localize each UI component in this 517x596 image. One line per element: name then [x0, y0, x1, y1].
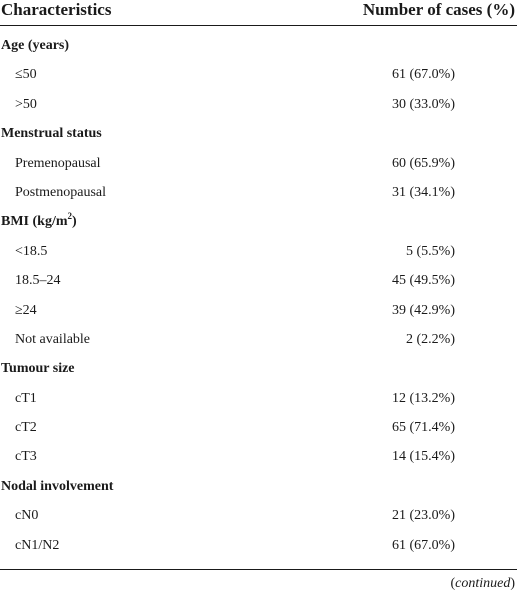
row-value: 2 (2.2%) — [406, 331, 455, 347]
table-row — [0, 90, 517, 119]
table-row — [0, 296, 517, 325]
row-label: >50 — [15, 96, 37, 112]
row-label: ≥24 — [15, 302, 37, 318]
table-row — [0, 384, 517, 413]
row-value: 30 (33.0%) — [392, 96, 455, 112]
row-value: 14 (15.4%) — [392, 449, 455, 465]
row-label: cN1/N2 — [15, 537, 60, 553]
bmi-label-tail: ) — [72, 214, 77, 230]
section-row-bmi — [0, 207, 517, 236]
row-label: <18.5 — [15, 243, 48, 259]
section-row-tumour-size — [0, 354, 517, 383]
row-value: 5 (5.5%) — [406, 243, 455, 259]
section-row-age — [0, 31, 517, 60]
row-label: cT1 — [15, 390, 37, 406]
section-label: Age (years) — [1, 38, 70, 53]
row-value: 61 (67.0%) — [392, 67, 455, 83]
row-value: 21 (23.0%) — [392, 508, 455, 524]
section-label — [1, 207, 77, 236]
header-characteristics: Characteristics — [1, 0, 112, 19]
table-body — [0, 31, 517, 560]
row-label: Postmenopausal — [15, 184, 106, 200]
row-label: 18.5–24 — [15, 273, 61, 289]
table-row — [0, 60, 517, 89]
table-row — [0, 501, 517, 530]
bmi-label-text: BMI (kg/m — [1, 214, 68, 230]
row-value: 12 (13.2%) — [392, 390, 455, 406]
table-header — [0, 0, 517, 26]
row-label: ≤50 — [15, 67, 37, 83]
header-number-of-cases: Number of cases (%) — [362, 0, 515, 19]
table-row — [0, 325, 517, 354]
row-value: 65 (71.4%) — [392, 420, 455, 436]
table-row — [0, 237, 517, 266]
section-label: Menstrual status — [1, 126, 102, 142]
row-value: 45 (49.5%) — [392, 273, 455, 289]
row-value: 39 (42.9%) — [392, 302, 455, 318]
section-label: Tumour size — [1, 361, 75, 377]
continued-text: continued — [455, 576, 511, 591]
table-bottom-rule — [0, 569, 517, 570]
continued-open-paren: ( — [450, 576, 456, 591]
row-label: cN0 — [15, 508, 39, 524]
table-row — [0, 413, 517, 442]
continued-note — [450, 575, 515, 593]
table-row — [0, 266, 517, 295]
row-value: 60 (65.9%) — [392, 155, 455, 171]
bmi-superscript: 2 — [67, 211, 72, 222]
table-row — [0, 531, 517, 560]
table-row — [0, 442, 517, 471]
section-label: Nodal involvement — [1, 478, 114, 494]
row-value: 61 (67.0%) — [392, 537, 455, 553]
table-row — [0, 178, 517, 207]
row-label: Not available — [15, 331, 91, 347]
row-value: 31 (34.1%) — [392, 184, 455, 200]
section-row-menstrual-status — [0, 119, 517, 148]
row-label: Premenopausal — [15, 155, 101, 171]
row-label: cT2 — [15, 420, 37, 436]
row-label: cT3 — [15, 449, 37, 465]
table-row — [0, 149, 517, 178]
continued-close-paren: ) — [510, 576, 515, 591]
section-row-nodal-involvement — [0, 472, 517, 501]
